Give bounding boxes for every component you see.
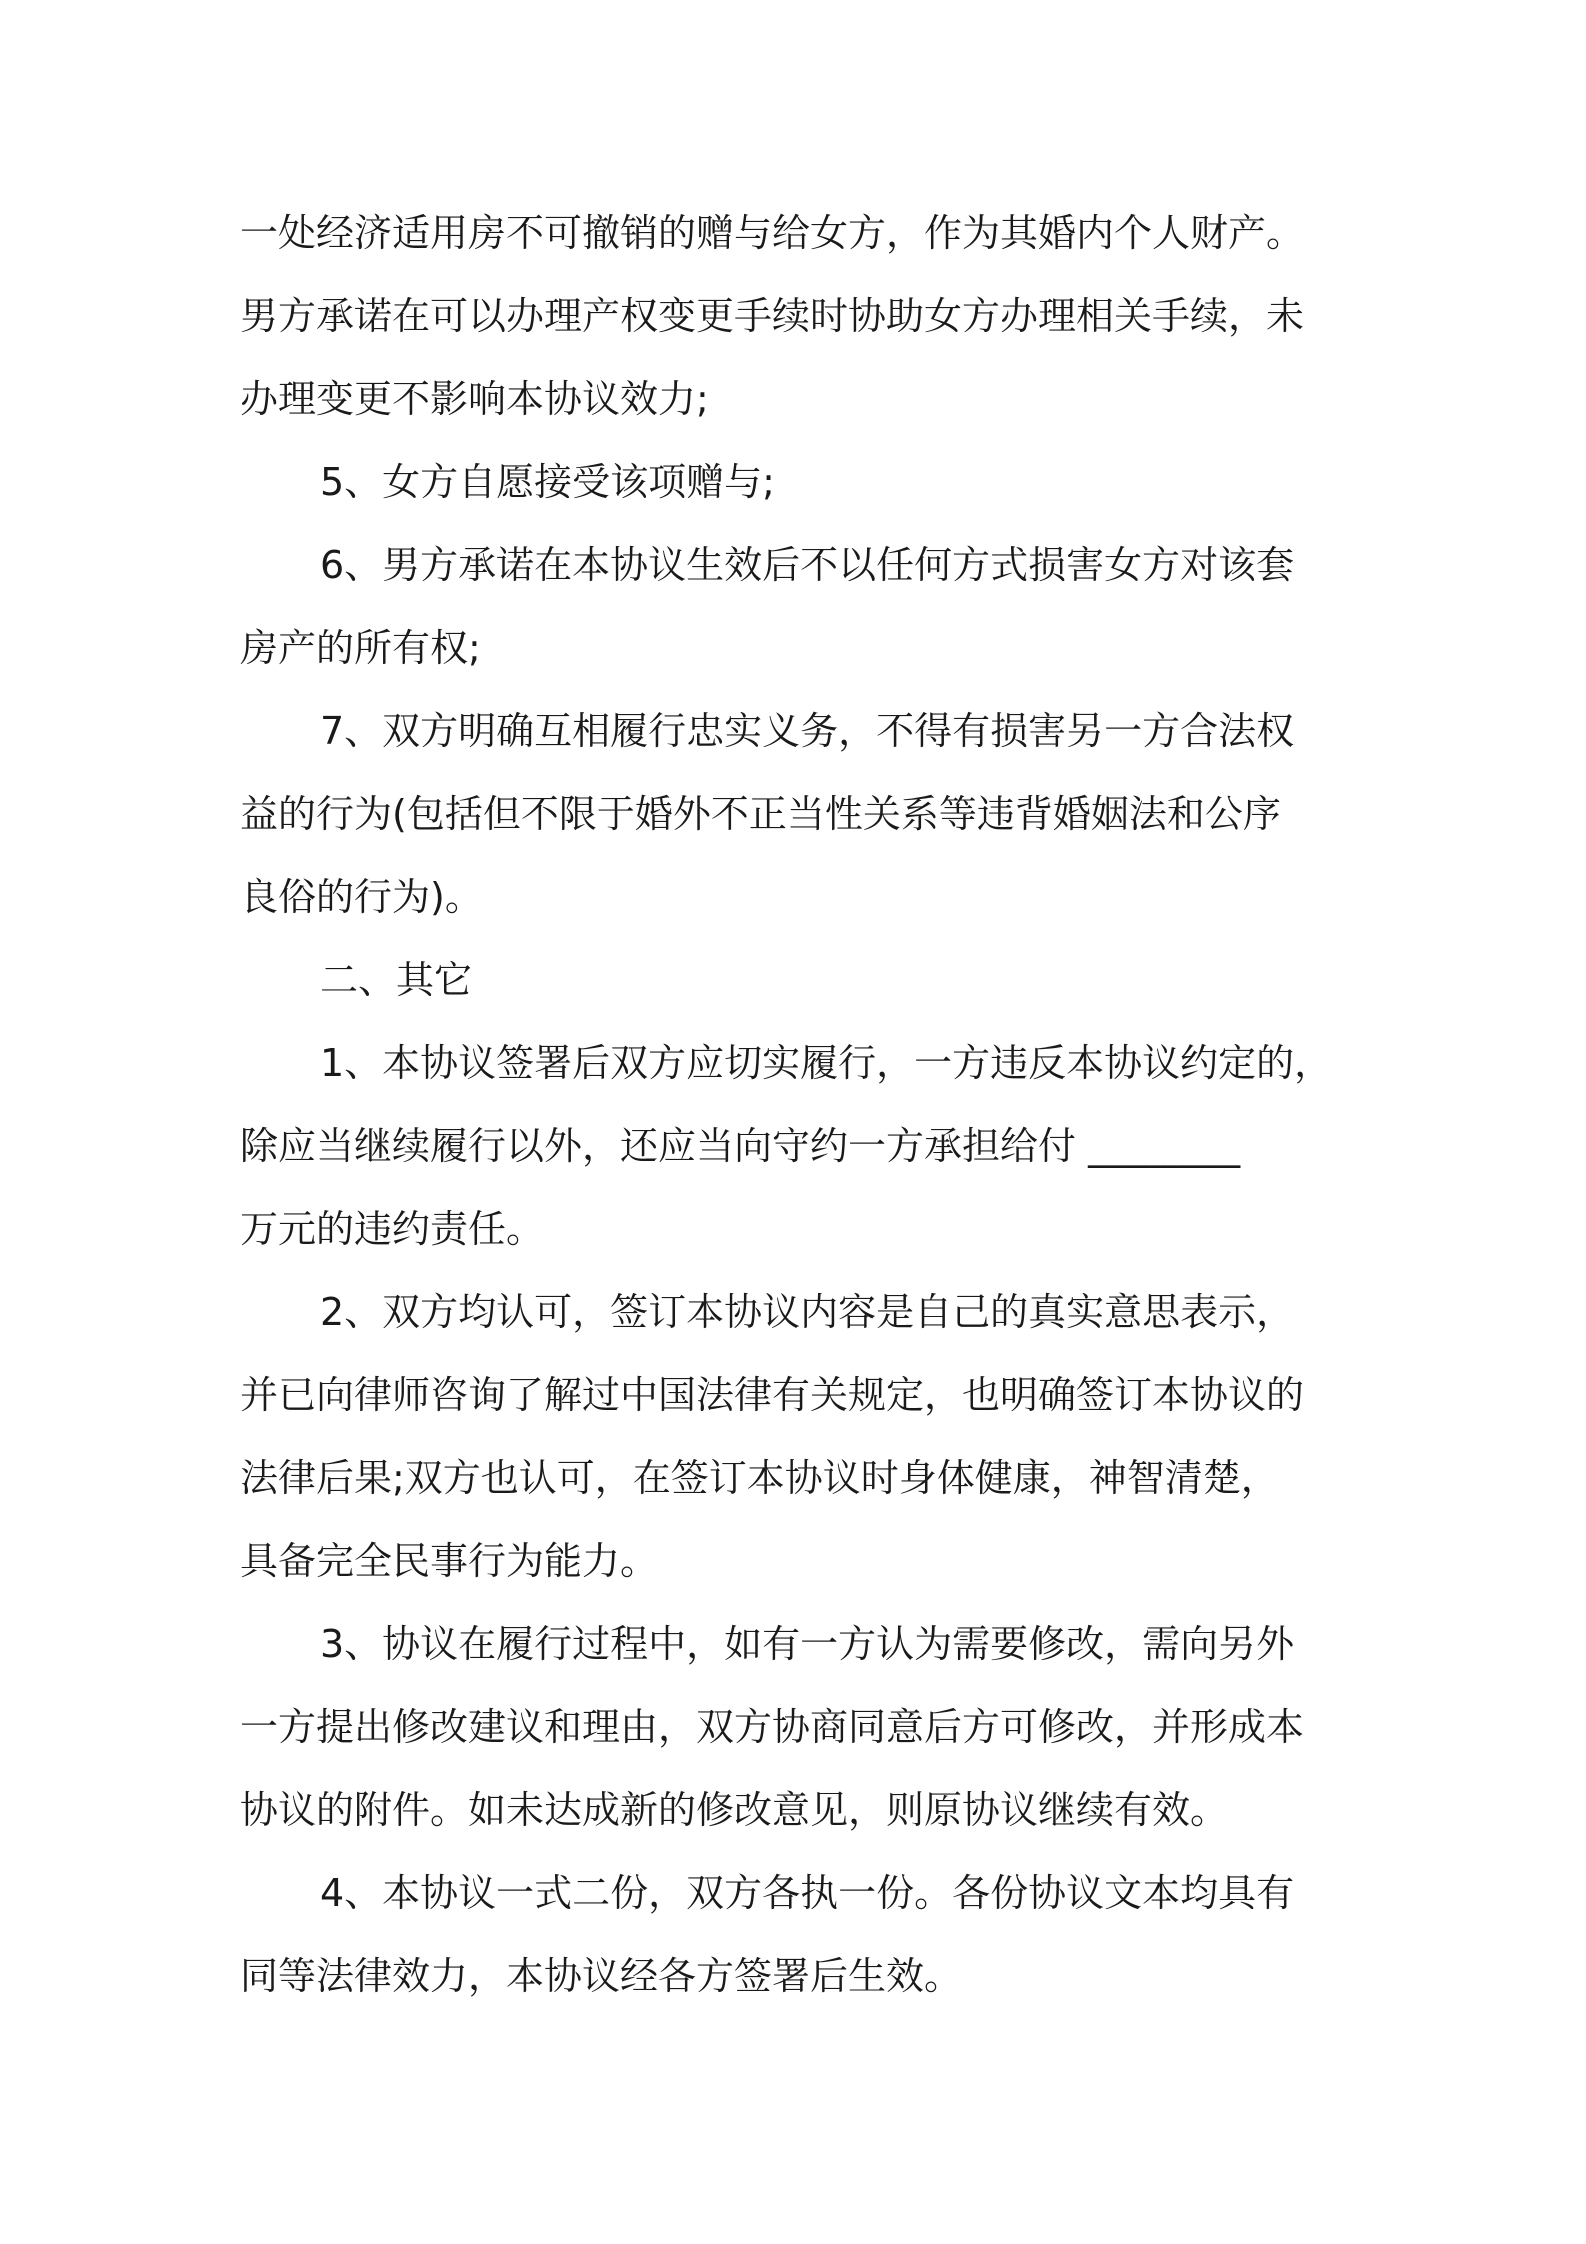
text-line-2: 男方承诺在可以办理产权变更手续时协助女方办理相关手续，未: [240, 294, 1305, 338]
other-clause-1: 1、本协议签署后双方应切实履行，一方违反本协议约定的，: [320, 1041, 1333, 1085]
other-clause-4-cont: 同等法律效力，本协议经各方签署后生效。: [240, 1954, 963, 1998]
document-body: [240, 192, 1360, 2018]
clause-7-cont-2: 良俗的行为)。: [240, 875, 483, 919]
text-line-3: 办理变更不影响本协议效力;: [240, 377, 709, 421]
clause-5: 5、女方自愿接受该项赠与;: [320, 460, 775, 504]
text-line-1: 一处经济适用房不可撤销的赠与给女方，作为其婚内个人财产。: [240, 211, 1305, 255]
other-clause-3: 3、协议在履行过程中，如有一方认为需要修改，需向另外: [320, 1622, 1295, 1666]
other-clause-1-cont-1: 除应当继续履行以外，还应当向守约一方承担给付 ________: [240, 1124, 1241, 1168]
other-clause-3-cont-1: 一方提出修改建议和理由，双方协商同意后方可修改，并形成本: [240, 1705, 1305, 1749]
clause-6-cont: 房产的所有权;: [240, 626, 481, 670]
other-clause-2-cont-2: 法律后果;双方也认可，在签订本协议时身体健康，神智清楚，: [240, 1456, 1279, 1500]
clause-7: 7、双方明确互相履行忠实义务，不得有损害另一方合法权: [320, 709, 1295, 753]
other-clause-1-cont-2: 万元的违约责任。: [240, 1207, 545, 1251]
section-heading-other: 二、其它: [320, 958, 473, 1002]
other-clause-3-cont-2: 协议的附件。如未达成新的修改意见，则原协议继续有效。: [240, 1788, 1229, 1832]
other-clause-2-cont-1: 并已向律师咨询了解过中国法律有关规定，也明确签订本协议的: [240, 1373, 1305, 1417]
other-clause-2-cont-3: 具备完全民事行为能力。: [240, 1539, 659, 1583]
other-clause-4: 4、本协议一式二份，双方各执一份。各份协议文本均具有: [320, 1871, 1295, 1915]
other-clause-2: 2、双方均认可，签订本协议内容是自己的真实意思表示，: [320, 1290, 1295, 1334]
clause-6: 6、男方承诺在本协议生效后不以任何方式损害女方对该套: [320, 543, 1295, 587]
clause-7-cont-1: 益的行为(包括但不限于婚外不正当性关系等违背婚姻法和公序: [240, 792, 1281, 836]
